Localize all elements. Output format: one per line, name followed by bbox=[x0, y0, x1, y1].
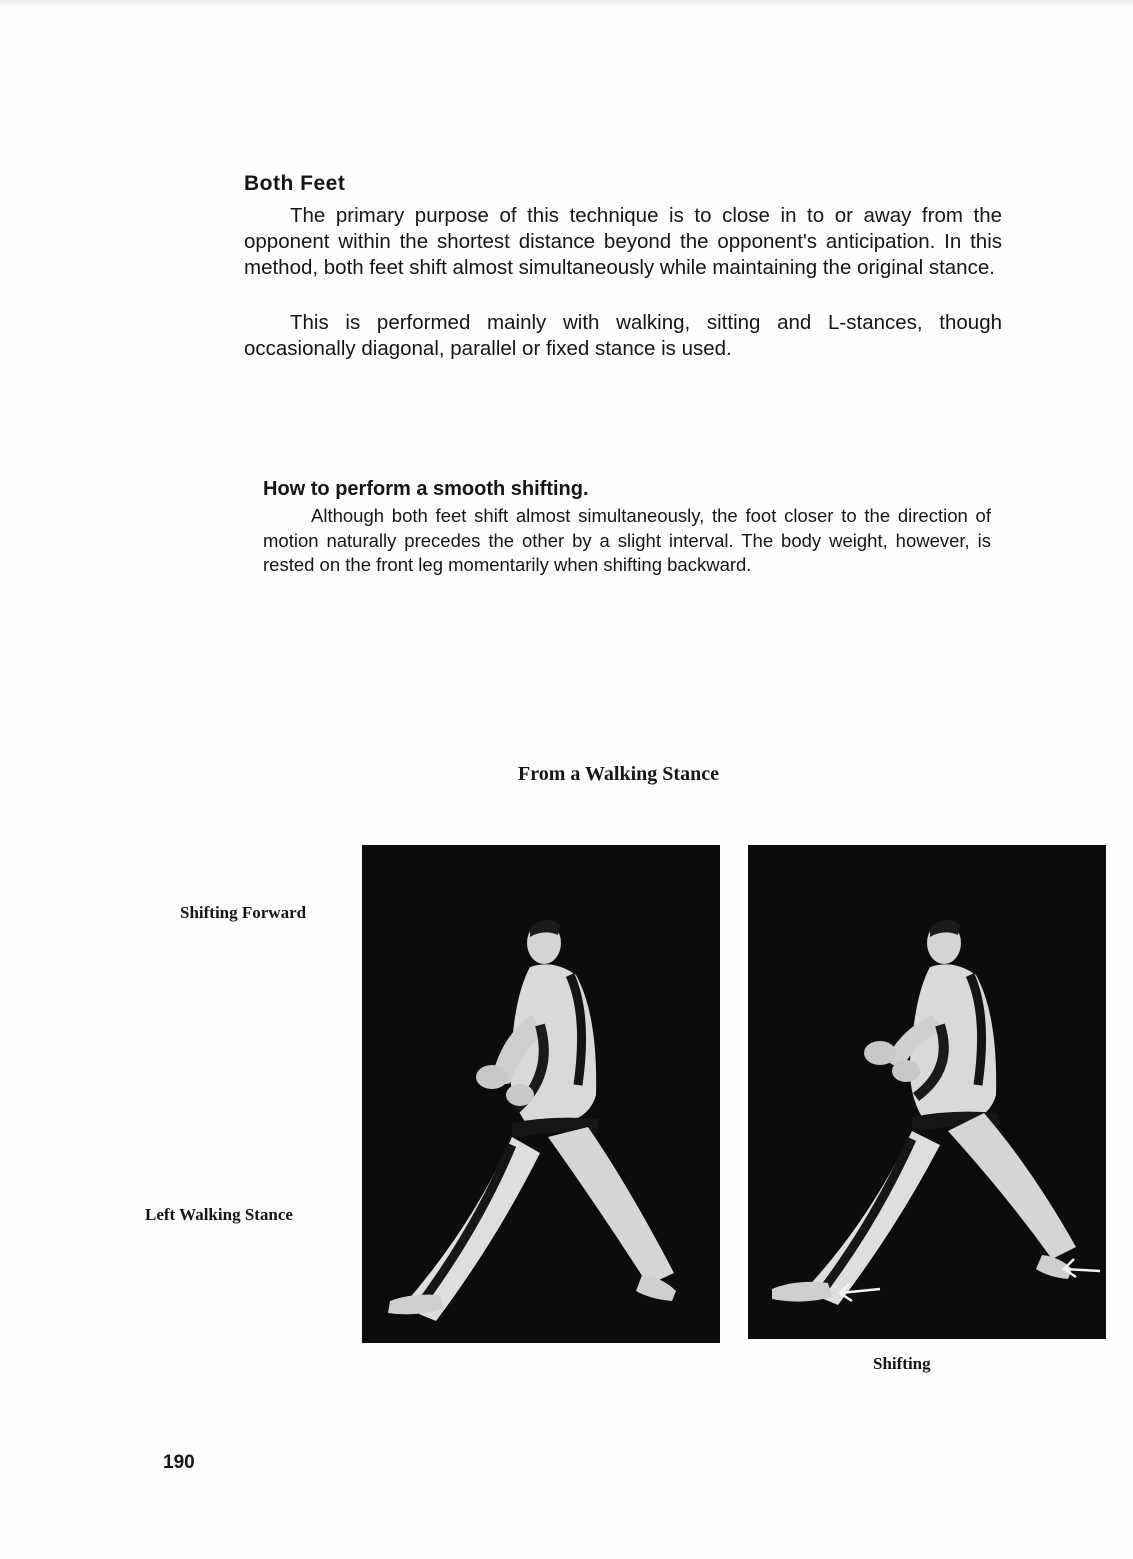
figure-title: From a Walking Stance bbox=[518, 763, 719, 785]
subsection-title: How to perform a smooth shifting. bbox=[263, 478, 589, 500]
caption-left-walking-stance: Left Walking Stance bbox=[145, 1205, 293, 1224]
figure-silhouette-shifting bbox=[748, 845, 1106, 1339]
photo-shifting bbox=[748, 845, 1106, 1339]
paragraph-smooth-shifting: Although both feet shift almost simultaneously, the foot closer to the direction of motion naturally precedes the other by a slight interval. The body weight, however, is rested on the front leg momentarily when shifting backward. bbox=[263, 505, 991, 575]
page-top-edge bbox=[0, 0, 1133, 6]
photo-left-walking-stance bbox=[362, 845, 720, 1343]
section-title: Both Feet bbox=[244, 172, 346, 195]
paragraph-purpose: The primary purpose of this technique is to close in to or away from the opponent within the shortest distance beyond the opponent's anticipation. In this method, both feet shift almost simultaneously while maintaining the original stance. bbox=[244, 204, 1002, 279]
arrow-left-icon bbox=[840, 1283, 880, 1301]
page-number: 190 bbox=[163, 1452, 195, 1473]
caption-shifting: Shifting bbox=[873, 1354, 931, 1373]
figure-silhouette-stance bbox=[362, 845, 720, 1343]
caption-shifting-forward: Shifting Forward bbox=[180, 903, 307, 922]
paragraph-stances: This is performed mainly with walking, sitting and L-stances, though occasionally diagonal, parallel or fixed stance is used. bbox=[244, 311, 1002, 360]
